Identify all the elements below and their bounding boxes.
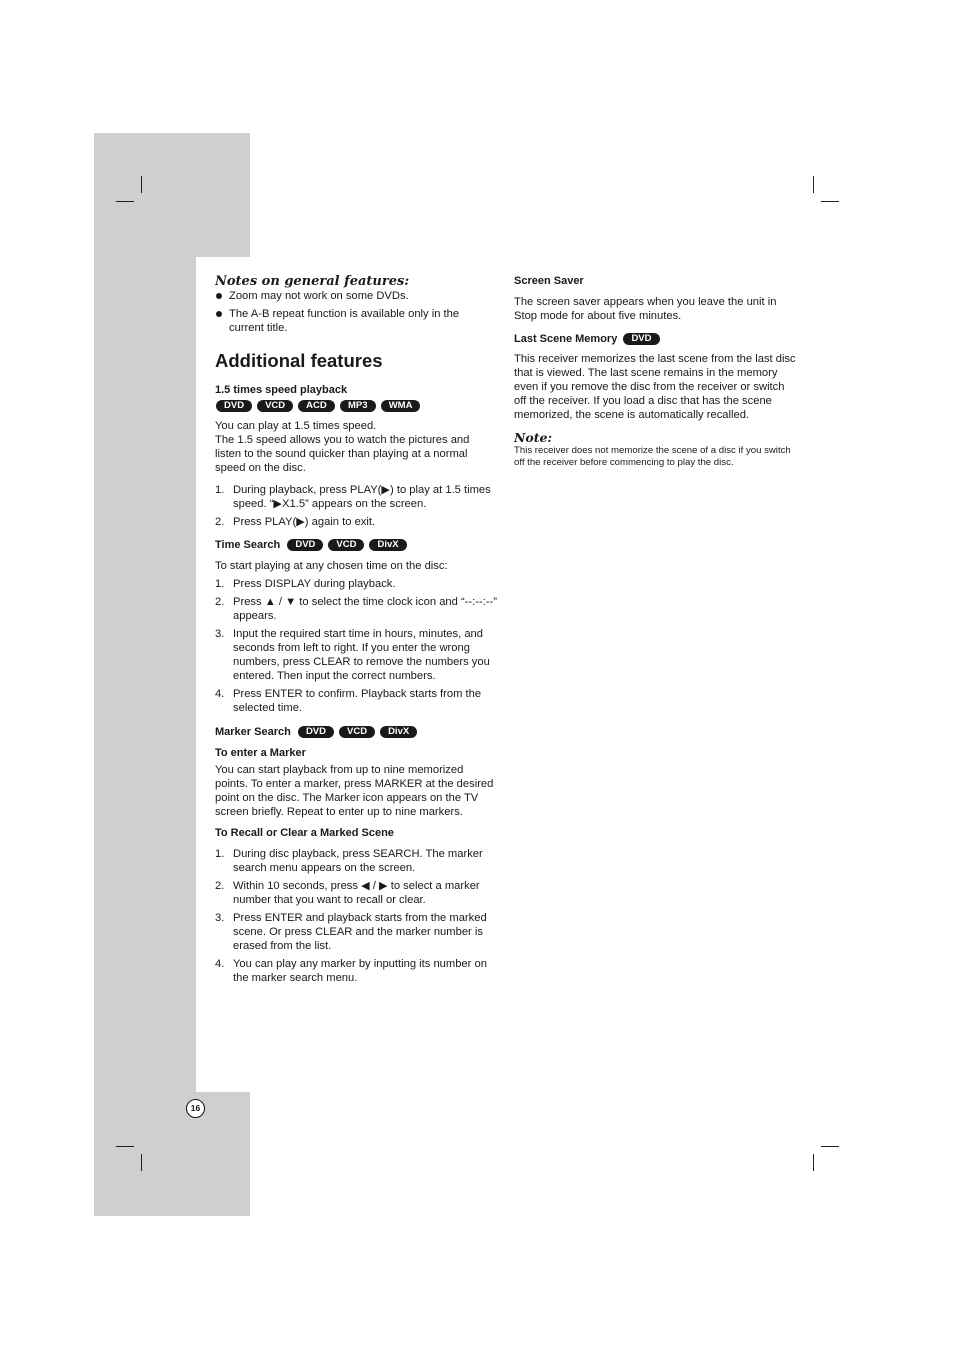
speed-steps	[215, 483, 497, 529]
disc-badge: DivX	[380, 726, 417, 738]
last-scene-heading: Last Scene Memory	[514, 333, 618, 345]
disc-badge: DVD	[623, 333, 659, 345]
disc-badge: ACD	[298, 400, 335, 412]
marker-search-header	[215, 725, 497, 739]
margin-band-bottom	[94, 1092, 250, 1216]
marker-search-heading: Marker Search	[215, 726, 291, 738]
list-item: 4. You can play any marker by inputting its number on the marker search menu.	[215, 958, 487, 984]
disc-badge: VCD	[257, 400, 293, 412]
notes-list	[215, 289, 497, 335]
list-item: 3. Press ENTER and playback starts from the marked scene. Or press CLEAR and the marker number is erased from the list.	[215, 912, 487, 952]
step-text: Press PLAY(▶) again to exit.	[233, 516, 376, 528]
speed-desc: The 1.5 speed allows you to watch the pictures and listen to the sound quicker than playing at a normal speed on the disc.	[215, 434, 470, 474]
marker-search-badges	[298, 726, 417, 738]
disc-badge: DVD	[298, 726, 334, 738]
disc-badge: DVD	[216, 400, 252, 412]
time-search-header	[215, 538, 497, 552]
disc-badge: MP3	[340, 400, 376, 412]
list-item: 2. Press ▲ / ▼ to select the time clock icon and “--:--:--” appears.	[215, 596, 497, 622]
crop-mark	[116, 201, 134, 202]
step-text: Press ENTER and playback starts from the marked scene. Or press CLEAR and the marker number is erased from the list.	[233, 912, 487, 952]
notes-title: Notes on general features:	[215, 274, 410, 289]
speed-badges	[216, 400, 420, 412]
step-text: You can play any marker by inputting its number on the marker search menu.	[233, 958, 487, 984]
crop-mark	[813, 1154, 814, 1171]
crop-mark	[116, 1146, 134, 1147]
screen-saver-heading: Screen Saver	[514, 275, 584, 287]
disc-badge: WMA	[381, 400, 421, 412]
list-item: 1. During playback, press PLAY(▶) to play at 1.5 times speed. “▶X1.5” appears on the screen.	[215, 484, 491, 510]
step-text: Press DISPLAY during playback.	[233, 578, 396, 590]
time-search-steps	[215, 577, 497, 715]
step-text: During playback, press PLAY(▶) to play at 1.5 times speed. “▶X1.5” appears on the screen.	[233, 484, 491, 510]
time-search-intro: To start playing at any chosen time on the disc:	[215, 560, 448, 572]
step-text: During disc playback, press SEARCH. The marker search menu appears on the screen.	[233, 848, 483, 874]
speed-intro: You can play at 1.5 times speed.	[215, 420, 377, 432]
list-item: 2. Press PLAY(▶) again to exit.	[215, 516, 376, 528]
step-text: Input the required start time in hours, minutes, and seconds from left to right. If you enter the wrong numbers, press CLEAR to remove the numbers you entered. Then input the correct numbers.	[233, 628, 490, 682]
list-item: 4. Press ENTER to confirm. Playback starts from the selected time.	[215, 688, 482, 714]
step-text: Press ENTER to confirm. Playback starts from the selected time.	[233, 688, 482, 714]
step-text: Press ▲ / ▼ to select the time clock icon and “--:--:--” appears.	[233, 596, 497, 622]
time-search-badges	[287, 539, 406, 551]
section-title: Additional features	[215, 350, 383, 371]
last-scene-text: This receiver memorizes the last scene from the last disc that is viewed. The last scene remains in the memory even if you remove the disc from the receiver or switch off the receiver. If you load a disc that has the scene memorized, the scene is automatically recalled.	[514, 353, 796, 421]
left-column	[215, 275, 497, 989]
marker-steps	[215, 847, 497, 985]
time-search-heading: Time Search	[215, 539, 281, 551]
last-scene-header	[514, 332, 796, 346]
crop-mark	[141, 176, 142, 193]
crop-mark	[821, 201, 839, 202]
crop-mark	[813, 176, 814, 193]
speed-heading: 1.5 times speed playback	[215, 384, 348, 396]
enter-marker-text: You can start playback from up to nine memorized points. To enter a marker, press MARKER at the desired point on the disc. The Marker icon appears on the TV screen briefly. Repeat to enter up to nine markers.	[215, 764, 494, 818]
list-item: 3. Input the required start time in hours, minutes, and seconds from left to right. If you enter the wrong numbers, press CLEAR to remove the numbers you entered. Then input the correct numbers.	[215, 628, 490, 682]
list-item: 2. Within 10 seconds, press ◀ / ▶ to select a marker number that you want to recall or clear.	[215, 880, 480, 906]
list-item: 1. During disc playback, press SEARCH. The marker search menu appears on the screen.	[215, 848, 483, 874]
enter-marker-heading: To enter a Marker	[215, 747, 306, 759]
page-number: 16	[186, 1099, 205, 1118]
margin-band-top	[94, 133, 250, 257]
disc-badge: VCD	[328, 539, 364, 551]
right-column	[514, 274, 796, 469]
step-text: Within 10 seconds, press ◀ / ▶ to select a marker number that you want to recall or clear.	[233, 880, 480, 906]
recall-marker-heading: To Recall or Clear a Marked Scene	[215, 827, 394, 839]
margin-band-left	[94, 257, 196, 1092]
screen-saver-text: The screen saver appears when you leave the unit in Stop mode for about five minutes.	[514, 296, 777, 322]
disc-badge: DivX	[369, 539, 406, 551]
note-title: Note:	[514, 430, 553, 445]
note-text: This receiver does not memorize the scene of a disc if you switch off the receiver before commencing to play the disc.	[514, 445, 791, 468]
disc-badge: DVD	[287, 539, 323, 551]
notes-item: The A-B repeat function is available only in the current title.	[215, 307, 497, 335]
list-item: 1. Press DISPLAY during playback.	[215, 578, 396, 590]
last-scene-badges	[623, 333, 659, 345]
crop-mark	[821, 1146, 839, 1147]
crop-mark	[141, 1154, 142, 1171]
notes-item: Zoom may not work on some DVDs.	[215, 289, 497, 303]
disc-badge: VCD	[339, 726, 375, 738]
